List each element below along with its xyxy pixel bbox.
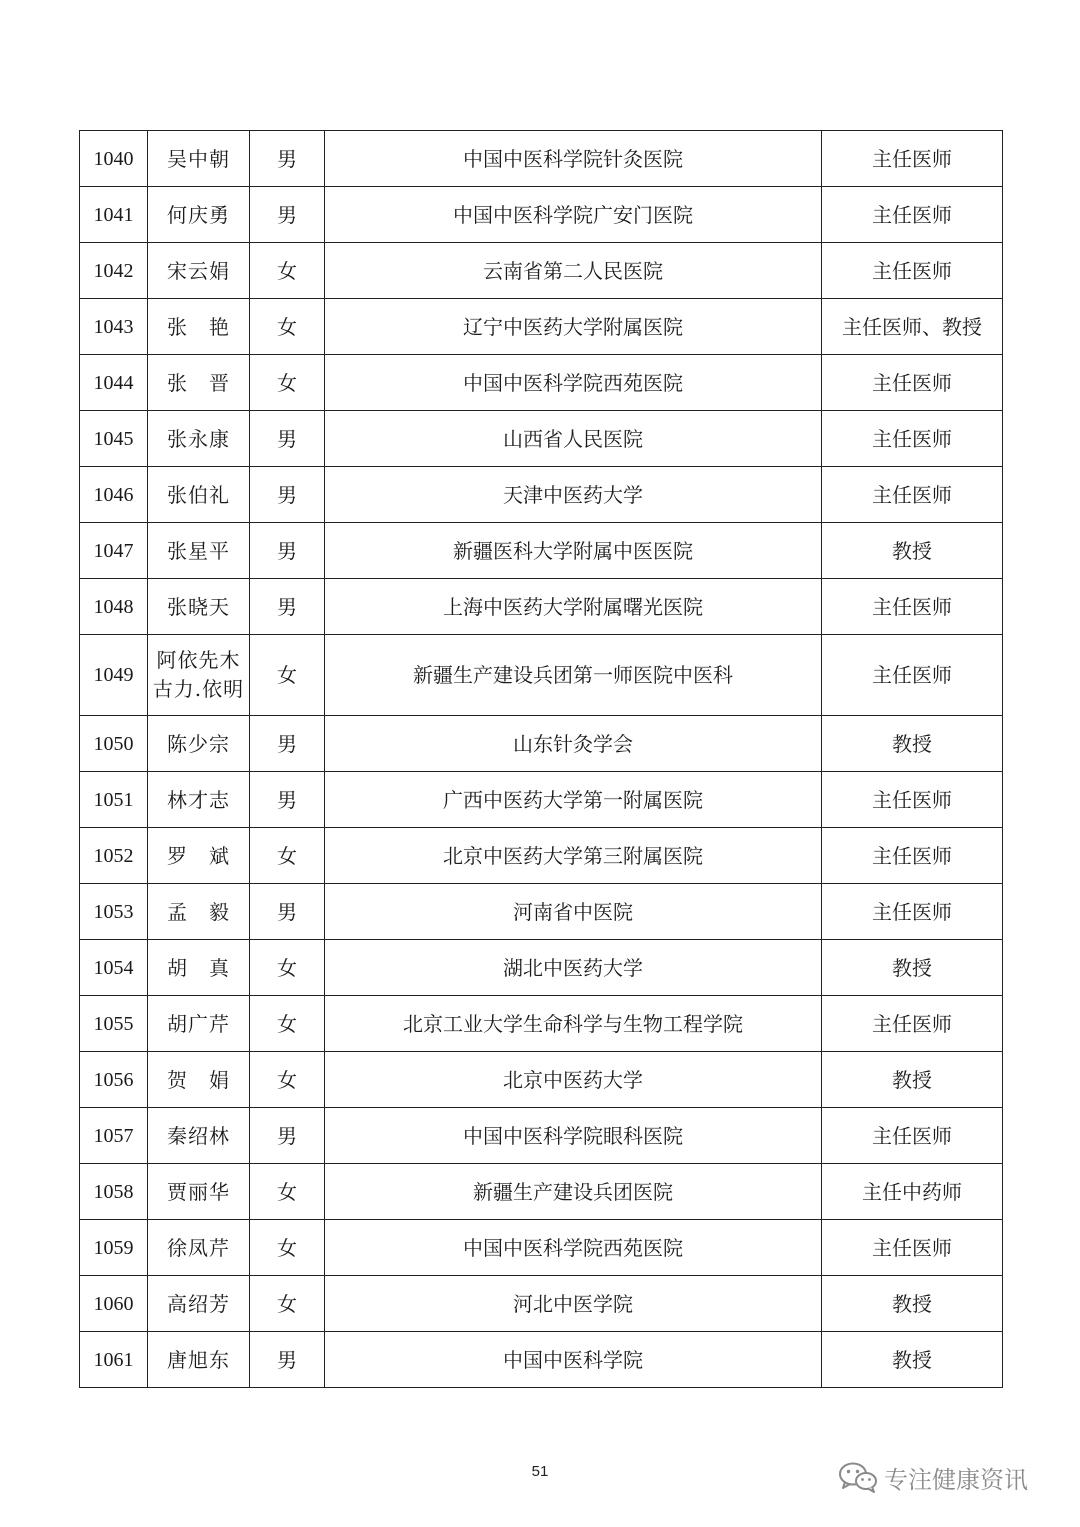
table-row [80, 299, 1003, 355]
row-number: 1056 [80, 1052, 148, 1108]
row-number: 1051 [80, 772, 148, 828]
gender-cell: 女 [250, 1052, 325, 1108]
person-name: 陈少宗 [148, 716, 250, 772]
organization-cell: 新疆医科大学附属中医医院 [325, 523, 822, 579]
gender-cell: 男 [250, 411, 325, 467]
person-name: 秦绍林 [148, 1108, 250, 1164]
row-number: 1060 [80, 1276, 148, 1332]
organization-cell: 中国中医科学院 [325, 1332, 822, 1388]
organization-cell: 新疆生产建设兵团医院 [325, 1164, 822, 1220]
table-row [80, 635, 1003, 716]
organization-cell: 北京工业大学生命科学与生物工程学院 [325, 996, 822, 1052]
gender-cell: 男 [250, 579, 325, 635]
row-number: 1061 [80, 1332, 148, 1388]
row-number: 1046 [80, 467, 148, 523]
table-row [80, 243, 1003, 299]
organization-cell: 山西省人民医院 [325, 411, 822, 467]
title-cell: 主任医师 [822, 996, 1003, 1052]
person-name: 张永康 [148, 411, 250, 467]
organization-cell: 云南省第二人民医院 [325, 243, 822, 299]
organization-cell: 中国中医科学院针灸医院 [325, 131, 822, 187]
watermark-text: 专注健康资讯 [884, 1465, 1028, 1494]
table-row [80, 355, 1003, 411]
gender-cell: 女 [250, 1164, 325, 1220]
organization-cell: 辽宁中医药大学附属医院 [325, 299, 822, 355]
organization-cell: 广西中医药大学第一附属医院 [325, 772, 822, 828]
row-number: 1059 [80, 1220, 148, 1276]
gender-cell: 男 [250, 523, 325, 579]
gender-cell: 男 [250, 1108, 325, 1164]
organization-cell: 湖北中医药大学 [325, 940, 822, 996]
title-cell: 主任医师 [822, 467, 1003, 523]
person-name: 林才志 [148, 772, 250, 828]
title-cell: 主任医师 [822, 635, 1003, 716]
title-cell: 主任医师 [822, 579, 1003, 635]
title-cell: 主任医师 [822, 1220, 1003, 1276]
person-name: 何庆勇 [148, 187, 250, 243]
title-cell: 主任医师 [822, 355, 1003, 411]
person-name: 阿依先木古力.依明 [148, 635, 250, 716]
gender-cell: 男 [250, 187, 325, 243]
row-number: 1052 [80, 828, 148, 884]
table-row [80, 940, 1003, 996]
title-cell: 主任医师 [822, 772, 1003, 828]
table-row [80, 716, 1003, 772]
person-name: 徐凤芹 [148, 1220, 250, 1276]
gender-cell: 男 [250, 884, 325, 940]
title-cell: 教授 [822, 1332, 1003, 1388]
person-name: 张 晋 [148, 355, 250, 411]
gender-cell: 女 [250, 635, 325, 716]
table-row [80, 884, 1003, 940]
title-cell: 主任医师 [822, 828, 1003, 884]
person-name: 孟 毅 [148, 884, 250, 940]
person-name: 贾丽华 [148, 1164, 250, 1220]
table-row [80, 131, 1003, 187]
table-row [80, 1108, 1003, 1164]
title-cell: 主任医师 [822, 1108, 1003, 1164]
row-number: 1053 [80, 884, 148, 940]
row-number: 1058 [80, 1164, 148, 1220]
table-row [80, 523, 1003, 579]
organization-cell: 中国中医科学院广安门医院 [325, 187, 822, 243]
person-name: 宋云娟 [148, 243, 250, 299]
organization-cell: 新疆生产建设兵团第一师医院中医科 [325, 635, 822, 716]
gender-cell: 女 [250, 1220, 325, 1276]
title-cell: 主任医师 [822, 131, 1003, 187]
row-number: 1042 [80, 243, 148, 299]
person-name: 张星平 [148, 523, 250, 579]
title-cell: 教授 [822, 1052, 1003, 1108]
person-name: 胡广芹 [148, 996, 250, 1052]
organization-cell: 北京中医药大学第三附属医院 [325, 828, 822, 884]
title-cell: 主任医师 [822, 411, 1003, 467]
organization-cell: 中国中医科学院眼科医院 [325, 1108, 822, 1164]
person-name: 张晓天 [148, 579, 250, 635]
title-cell: 教授 [822, 940, 1003, 996]
table-row [80, 187, 1003, 243]
person-name: 张伯礼 [148, 467, 250, 523]
gender-cell: 女 [250, 243, 325, 299]
title-cell: 主任中药师 [822, 1164, 1003, 1220]
table-row [80, 1164, 1003, 1220]
table-row [80, 1052, 1003, 1108]
gender-cell: 男 [250, 467, 325, 523]
organization-cell: 河南省中医院 [325, 884, 822, 940]
organization-cell: 上海中医药大学附属曙光医院 [325, 579, 822, 635]
title-cell: 教授 [822, 716, 1003, 772]
roster-table [79, 130, 1003, 1388]
row-number: 1040 [80, 131, 148, 187]
page-number: 51 [531, 1463, 549, 1480]
person-name: 贺 娟 [148, 1052, 250, 1108]
gender-cell: 女 [250, 996, 325, 1052]
table-row [80, 411, 1003, 467]
title-cell: 主任医师 [822, 884, 1003, 940]
organization-cell: 天津中医药大学 [325, 467, 822, 523]
person-name: 罗 斌 [148, 828, 250, 884]
title-cell: 主任医师、教授 [822, 299, 1003, 355]
organization-cell: 山东针灸学会 [325, 716, 822, 772]
row-number: 1050 [80, 716, 148, 772]
title-cell: 主任医师 [822, 243, 1003, 299]
gender-cell: 女 [250, 828, 325, 884]
roster-body [80, 131, 1003, 1388]
gender-cell: 男 [250, 1332, 325, 1388]
title-cell: 教授 [822, 1276, 1003, 1332]
organization-cell: 河北中医学院 [325, 1276, 822, 1332]
gender-cell: 女 [250, 1276, 325, 1332]
person-name: 唐旭东 [148, 1332, 250, 1388]
row-number: 1054 [80, 940, 148, 996]
table-row [80, 1276, 1003, 1332]
table-row [80, 1220, 1003, 1276]
organization-cell: 北京中医药大学 [325, 1052, 822, 1108]
row-number: 1044 [80, 355, 148, 411]
row-number: 1045 [80, 411, 148, 467]
gender-cell: 女 [250, 355, 325, 411]
gender-cell: 女 [250, 299, 325, 355]
organization-cell: 中国中医科学院西苑医院 [325, 355, 822, 411]
row-number: 1057 [80, 1108, 148, 1164]
person-name: 高绍芳 [148, 1276, 250, 1332]
row-number: 1048 [80, 579, 148, 635]
row-number: 1047 [80, 523, 148, 579]
title-cell: 教授 [822, 523, 1003, 579]
organization-cell: 中国中医科学院西苑医院 [325, 1220, 822, 1276]
title-cell: 主任医师 [822, 187, 1003, 243]
person-name: 张 艳 [148, 299, 250, 355]
person-name: 胡 真 [148, 940, 250, 996]
row-number: 1043 [80, 299, 148, 355]
gender-cell: 女 [250, 940, 325, 996]
row-number: 1041 [80, 187, 148, 243]
table-row [80, 467, 1003, 523]
wechat-watermark [838, 1457, 1028, 1497]
table-row [80, 1332, 1003, 1388]
table-row [80, 579, 1003, 635]
row-number: 1049 [80, 635, 148, 716]
gender-cell: 男 [250, 131, 325, 187]
row-number: 1055 [80, 996, 148, 1052]
table-row [80, 772, 1003, 828]
wechat-icon [838, 1460, 878, 1494]
gender-cell: 男 [250, 772, 325, 828]
gender-cell: 男 [250, 716, 325, 772]
table-row [80, 996, 1003, 1052]
table-row [80, 828, 1003, 884]
person-name: 吴中朝 [148, 131, 250, 187]
